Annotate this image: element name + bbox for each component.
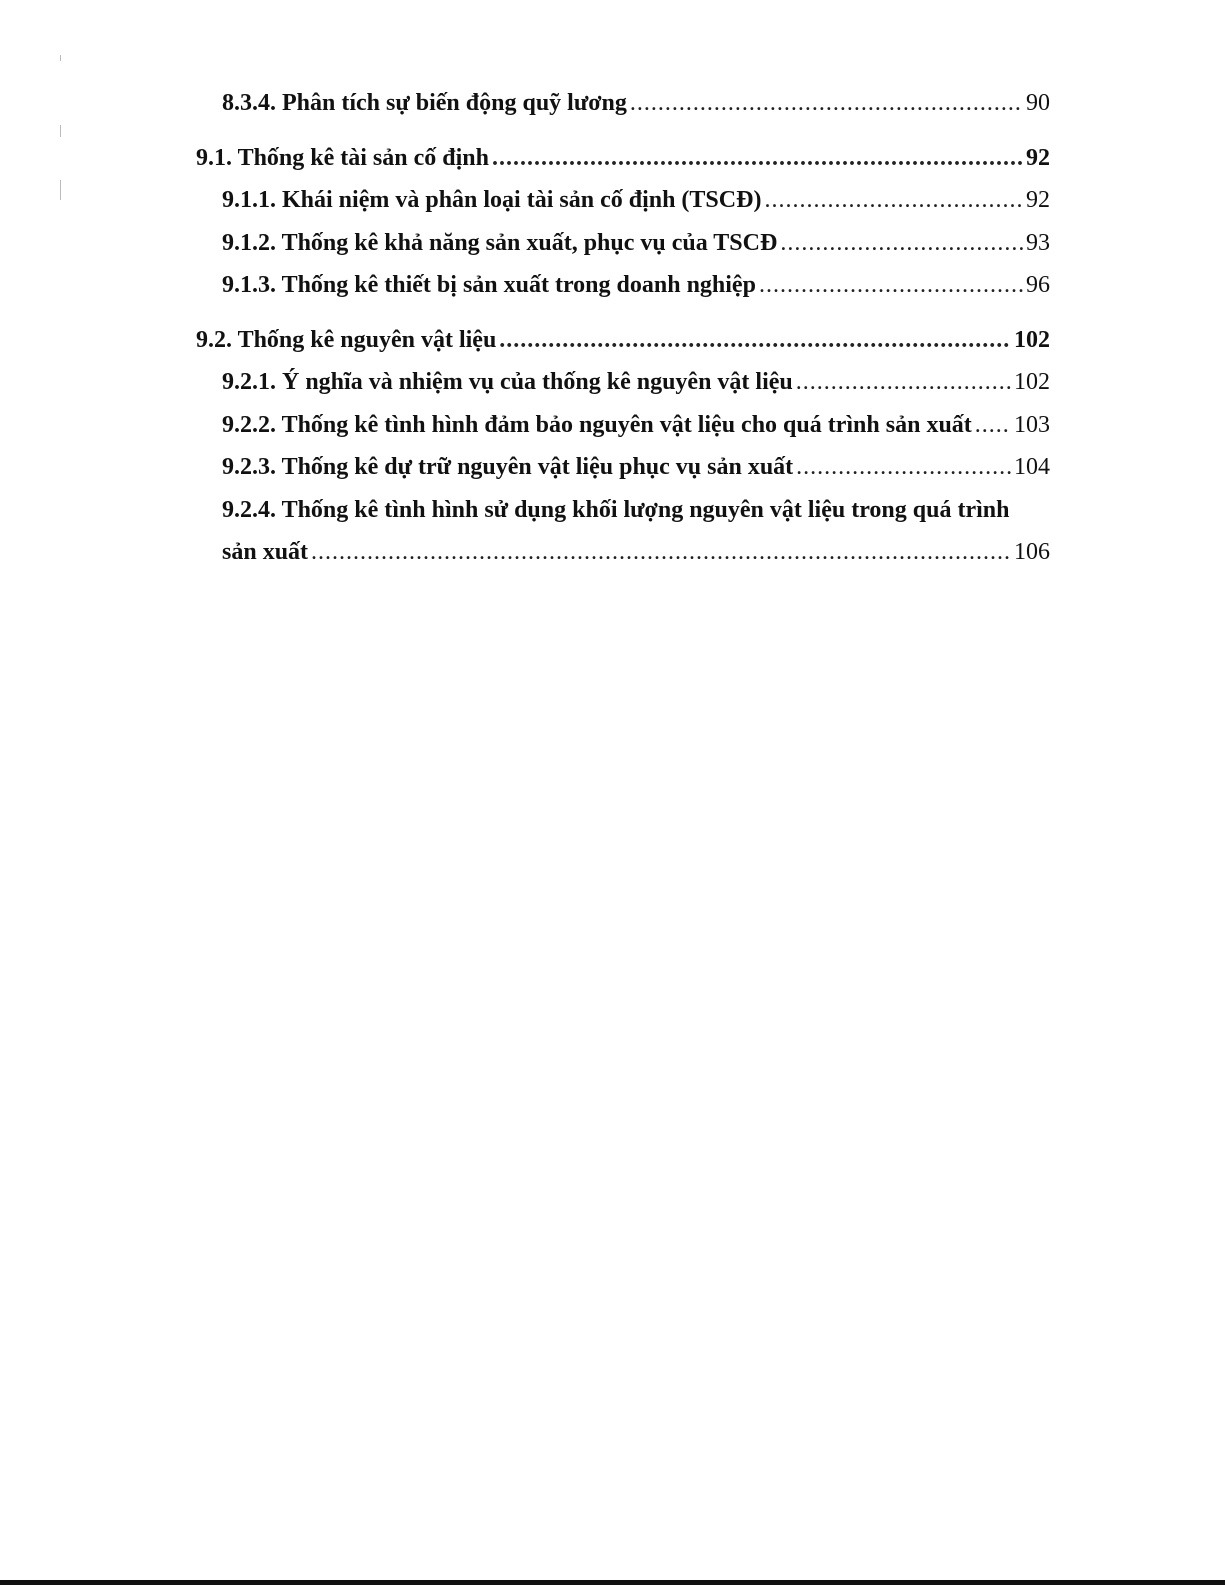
toc-leader-dots	[796, 367, 1011, 397]
toc-entry-page: 104	[1014, 454, 1050, 480]
toc-entry[interactable]	[222, 410, 1050, 440]
toc-entry-title: 9.2.3. Thống kê dự trữ nguyên vật liệu phục vụ sản xuất	[222, 454, 794, 480]
toc-entry-page: 102	[1014, 369, 1050, 395]
toc-leader-dots	[796, 452, 1011, 482]
toc-entry-page: 90	[1026, 90, 1050, 116]
toc-entry-title: 9.2. Thống kê nguyên vật liệu	[196, 327, 497, 353]
toc-leader-dots	[764, 185, 1023, 215]
toc-entry-title: 8.3.4. Phân tích sự biến động quỹ lương	[222, 90, 627, 116]
toc-entry-title: 9.2.2. Thống kê tình hình đảm bảo nguyên vật liệu cho quá trình sản xuất	[222, 412, 972, 438]
toc-leader-dots	[499, 325, 1011, 355]
toc-entry-title: 9.1. Thống kê tài sản cố định	[196, 145, 489, 171]
toc-entry[interactable]	[196, 143, 1050, 173]
toc-entry-title: 9.1.2. Thống kê khả năng sản xuất, phục vụ của TSCĐ	[222, 230, 778, 256]
toc-entry[interactable]	[222, 537, 1050, 567]
toc-entry[interactable]	[222, 452, 1050, 482]
toc-entry-title: 9.2.1. Ý nghĩa và nhiệm vụ của thống kê nguyên vật liệu	[222, 369, 793, 395]
toc-entry-page: 102	[1014, 327, 1050, 353]
scan-mark	[60, 180, 61, 200]
toc-entry[interactable]	[222, 367, 1050, 397]
toc-entry[interactable]	[222, 185, 1050, 215]
toc-leader-dots	[759, 270, 1023, 300]
toc-entry[interactable]	[222, 228, 1050, 258]
toc-leader-dots	[780, 228, 1023, 258]
toc-entry-page: 93	[1026, 230, 1050, 256]
toc-entry-page: 96	[1026, 272, 1050, 298]
toc-leader-dots	[492, 143, 1023, 173]
scan-mark	[60, 55, 61, 61]
toc-entry-title-line1[interactable]: 9.2.4. Thống kê tình hình sử dụng khối lượng nguyên vật liệu trong quá trình	[222, 497, 1010, 523]
toc-entry[interactable]	[196, 325, 1050, 355]
toc-entry-page: 103	[1014, 412, 1050, 438]
toc-entry-title-line2: sản xuất	[222, 539, 309, 565]
toc-entry-title: 9.1.1. Khái niệm và phân loại tài sản cố định (TSCĐ)	[222, 187, 762, 213]
scan-bottom-edge	[0, 1580, 1225, 1585]
toc-entry-title: 9.1.3. Thống kê thiết bị sản xuất trong doanh nghiệp	[222, 272, 756, 298]
scan-mark	[60, 125, 61, 137]
toc-entry-page: 92	[1026, 145, 1050, 171]
toc-leader-dots	[311, 537, 1011, 567]
toc-entry-page: 106	[1014, 539, 1050, 565]
toc-entry-page: 92	[1026, 187, 1050, 213]
toc-entry[interactable]	[222, 88, 1050, 118]
toc-leader-dots	[630, 88, 1023, 118]
toc-entry[interactable]	[222, 270, 1050, 300]
toc-leader-dots	[975, 410, 1011, 440]
